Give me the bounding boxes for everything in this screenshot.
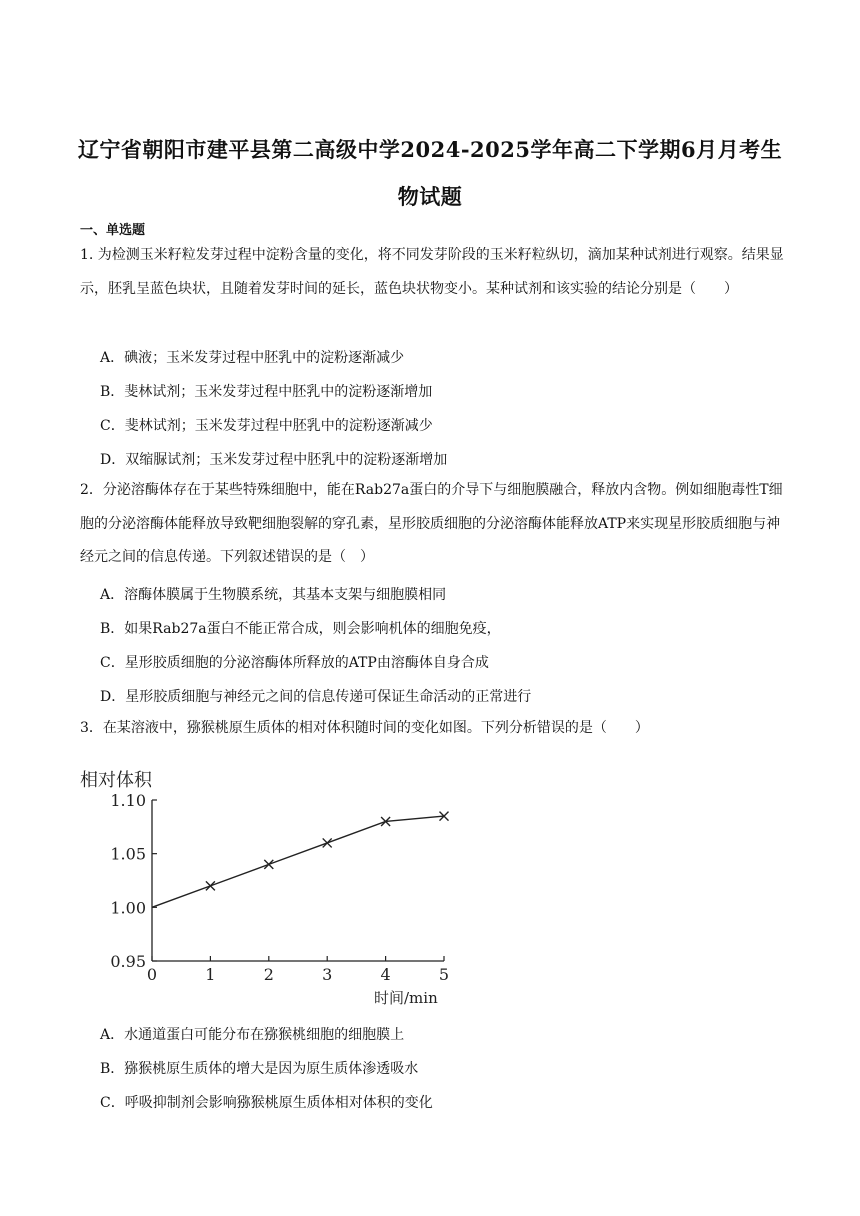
q2-option-d: D．星形胶质细胞与神经元之间的信息传递可保证生命活动的正常进行 — [100, 689, 532, 705]
q2-option-c: C．星形胶质细胞的分泌溶酶体所释放的ATP由溶酶体自身合成 — [100, 655, 489, 671]
series-line — [152, 816, 444, 907]
q2-option-b: B．如果Rab27a蛋白不能正常合成，则会影响机体的细胞免疫， — [100, 621, 501, 637]
x-tick-label-2: 2 — [263, 965, 274, 984]
q2-option-a: A．溶酶体膜属于生物膜系统，其基本支架与细胞膜相同 — [100, 587, 447, 603]
q1-option-d: D．双缩脲试剂；玉米发芽过程中胚乳中的淀粉逐渐增加 — [100, 452, 448, 468]
q1-option-a: A．碘液；玉米发芽过程中胚乳中的淀粉逐渐减少 — [100, 350, 405, 366]
y-tick-label-0: 0.95 — [110, 952, 146, 971]
y-tick-label-2: 1.05 — [110, 844, 146, 864]
x-axis-label: 时间/min — [374, 989, 438, 1007]
q1-option-c: C．斐林试剂；玉米发芽过程中胚乳中的淀粉逐渐减少 — [100, 418, 433, 434]
section-heading: 一、单选题 — [80, 223, 146, 238]
q3-option-b: B．猕猴桃原生质体的增大是因为原生质体渗透吸水 — [100, 1061, 419, 1077]
y-tick-label-1: 1.00 — [110, 898, 146, 918]
data-point-2 — [264, 860, 273, 869]
y-axis-label: 相对体积 — [80, 770, 152, 791]
data-point-1 — [206, 881, 215, 890]
data-point-3 — [323, 838, 332, 847]
x-tick-label-5: 5 — [438, 965, 450, 984]
y-tick-label-3: 1.10 — [110, 791, 146, 810]
q1-option-b: B．斐林试剂；玉米发芽过程中胚乳中的淀粉逐渐增加 — [100, 384, 433, 400]
q3-option-a: A．水通道蛋白可能分布在猕猴桃细胞的细胞膜上 — [100, 1027, 405, 1043]
volume-time-chart — [70, 760, 470, 1010]
x-tick-label-3: 3 — [322, 965, 333, 984]
x-tick-label-4: 4 — [380, 965, 391, 984]
doc-title-line2: 物试题 — [397, 184, 463, 209]
q2-stem: 2．分泌溶酶体存在于某些特殊细胞中，能在Rab27a蛋白的介导下与细胞膜融合，释放内含物。例如细胞毒性T细胞的分泌溶酶体能释放导致靶细胞裂解的穿孔素，星形胶质细胞的分泌溶酶体能释放ATP来实现星形胶质细胞与神经元之间的信息传递。下列叙述错误的是（ ） — [80, 482, 783, 565]
doc-title-line1: 辽宁省朝阳市建平县第二高级中学2024-2025学年高二下学期6月月考生 — [77, 137, 783, 162]
x-tick-label-1: 1 — [205, 965, 216, 984]
q1-stem: 1. 为检测玉米籽粒发芽过程中淀粉含量的变化，将不同发芽阶段的玉米籽粒纵切，滴加某种试剂进行观察。结果显示，胚乳呈蓝色块状，且随着发芽时间的延长，蓝色块状物变小。某种试剂和该实验的结论分别是（ ） — [80, 247, 784, 297]
q3-stem: 3．在某溶液中，猕猴桃原生质体的相对体积随时间的变化如图。下列分析错误的是（ ） — [80, 720, 649, 736]
x-tick-label-0: 0 — [146, 965, 158, 984]
q3-option-c: C．呼吸抑制剂会影响猕猴桃原生质体相对体积的变化 — [100, 1095, 433, 1111]
